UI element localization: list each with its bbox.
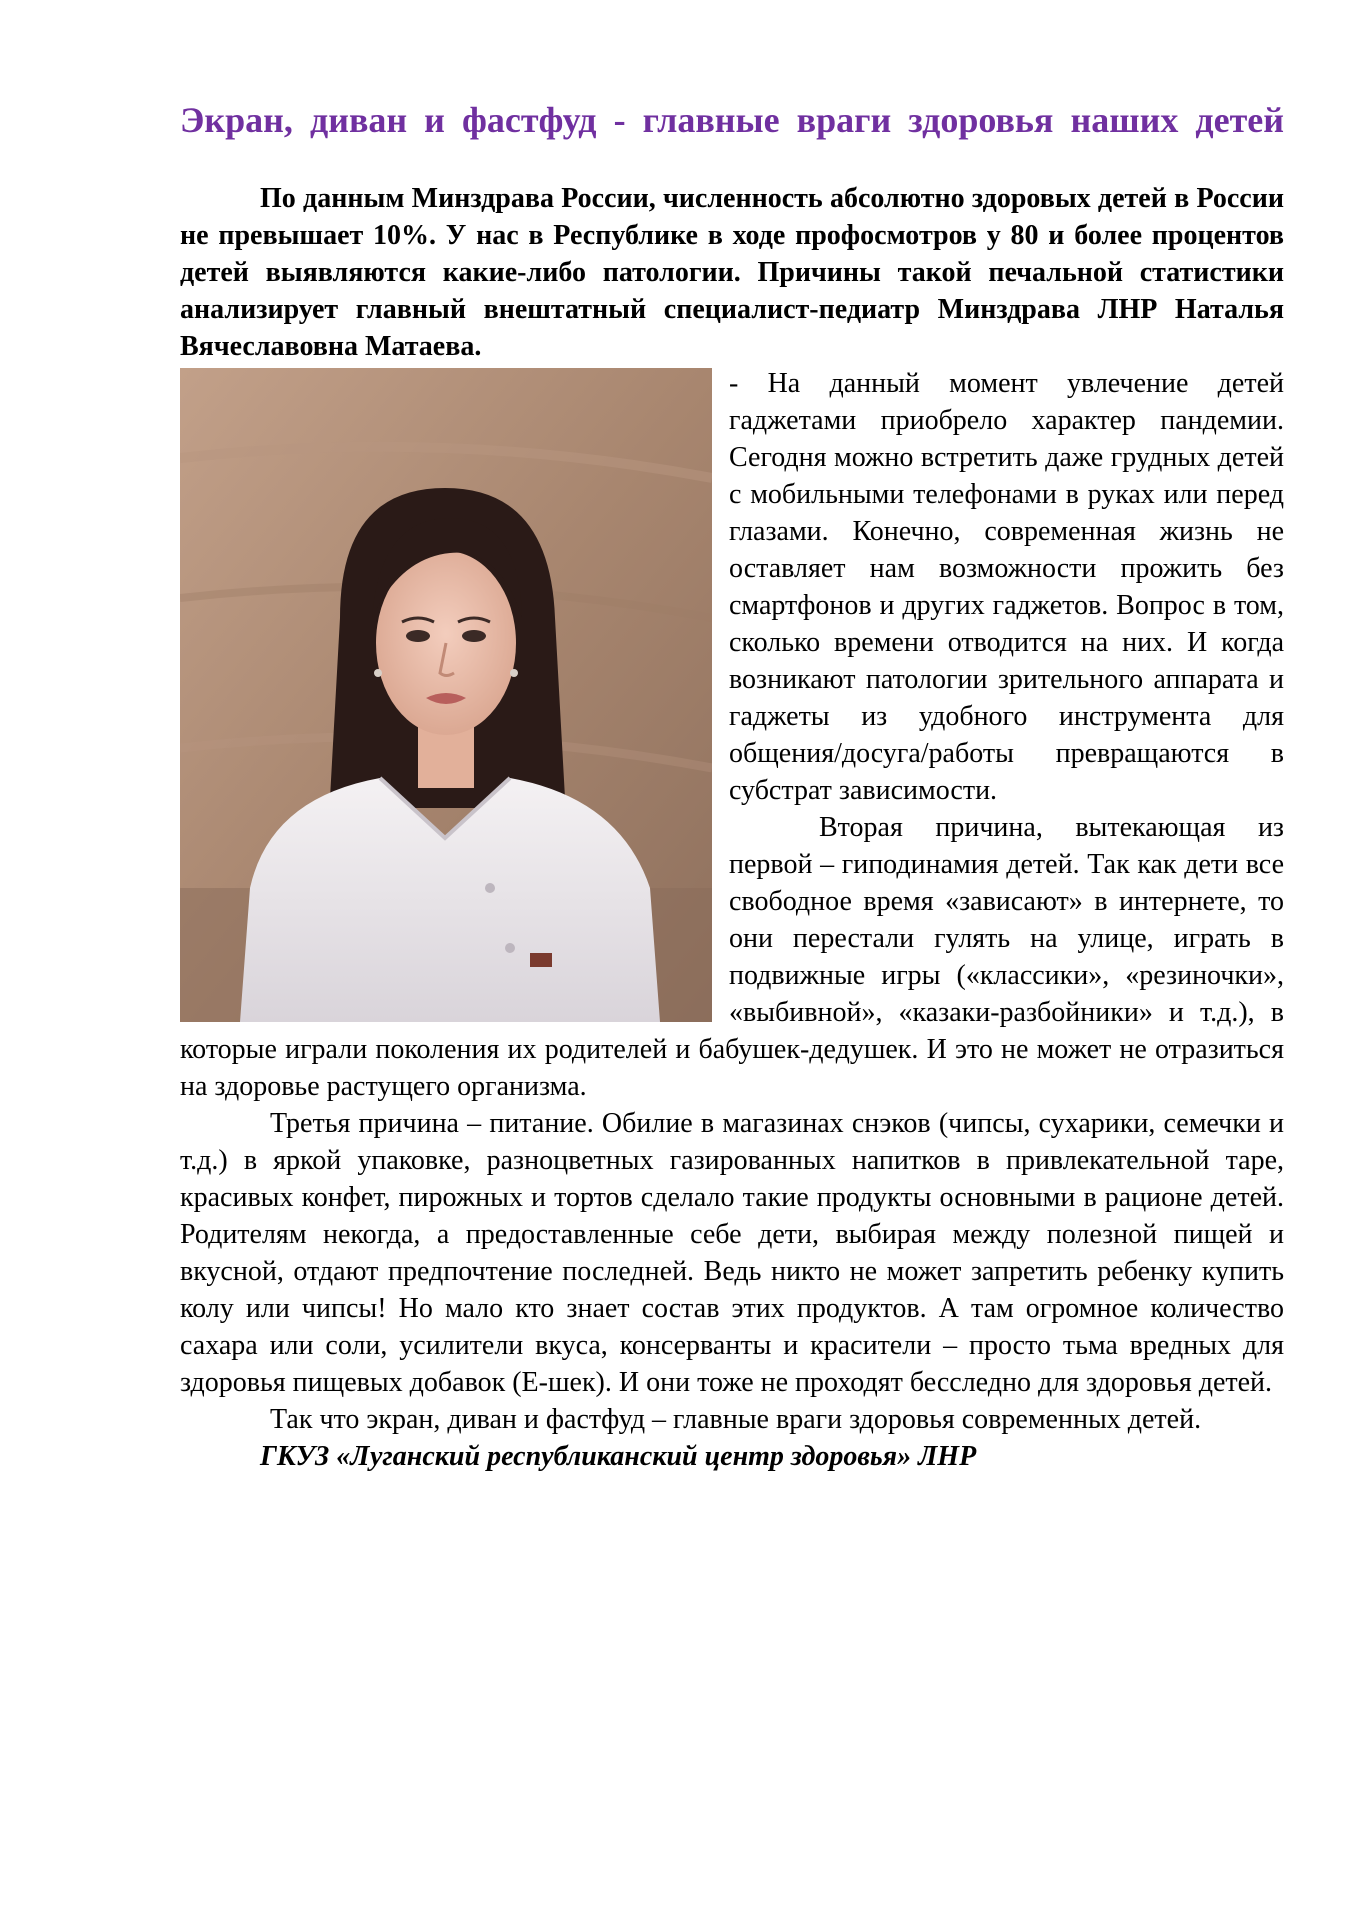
article-title: Экран, диван и фастфуд - главные враги здоровья наших детей	[180, 100, 1284, 140]
article-paragraph: - На данный момент увлечение детей гаджетами приобрело характер пандемии. Сегодня можно встретить даже грудных детей с мобильными телефонами в руках или перед глазами. Конечно, современная жизнь не оставляет нам возможности прожить без смартфонов и других гаджетов. Вопрос в том, сколько времени отводится на них. И когда возникают патологии зрительного аппарата и гаджеты из удобного инструмента для общения/досуга/работы превращаются в субстрат зависимости.	[729, 368, 1284, 806]
portrait-photo	[180, 368, 712, 1022]
article-body	[180, 180, 1284, 1475]
article-lead: По данным Минздрава России, численность абсолютно здоровых детей в России не превышает 10%. У нас в Республике в ходе профосмотров у 80 и более процентов детей выявляются какие-либо патологии. Причины такой печальной статистики анализирует главный внештатный специалист-педиатр Минздрава ЛНР Наталья Вячеславовна Матаева.	[180, 183, 1284, 362]
article-paragraph: Так что экран, диван и фастфуд – главные враги здоровья современных детей.	[270, 1404, 1202, 1435]
article-paragraph: Третья причина – питание. Обилие в магазинах снэков (чипсы, сухарики, семечки и т.д.) в яркой упаковке, разноцветных газированных напитков в привлекательной таре, красивых конфет, пирожных и тортов сделало такие продукты основными в рационе детей. Родителям некогда, а предоставленные себе дети, выбирая между полезной пищей и вкусной, отдают предпочтение последней. Ведь никто не может запретить ребенку купить колу или чипсы! Но мало кто знает состав этих продуктов. А там огромное количество сахара или соли, усилители вкуса, консерванты и красители – просто тьма вредных для здоровья пищевых добавок (Е-шек). И они тоже не проходят бесследно для здоровья детей.	[180, 1108, 1284, 1398]
article-signature: ГКУЗ «Луганский республиканский центр здоровья» ЛНР	[260, 1441, 977, 1472]
article-paragraph: Вторая причина, вытекающая из первой – гиподинамия детей. Так как дети все свободное время «зависают» в интернете, то они перестали гулять на улице, играть в подвижные игры («классики», «резиночки», «выбивной», «казаки-разбойники» и т.д.), в которые играли поколения их родителей и бабушек-дедушек. И это не может не отразиться на здоровье растущего организма.	[180, 812, 1284, 1102]
